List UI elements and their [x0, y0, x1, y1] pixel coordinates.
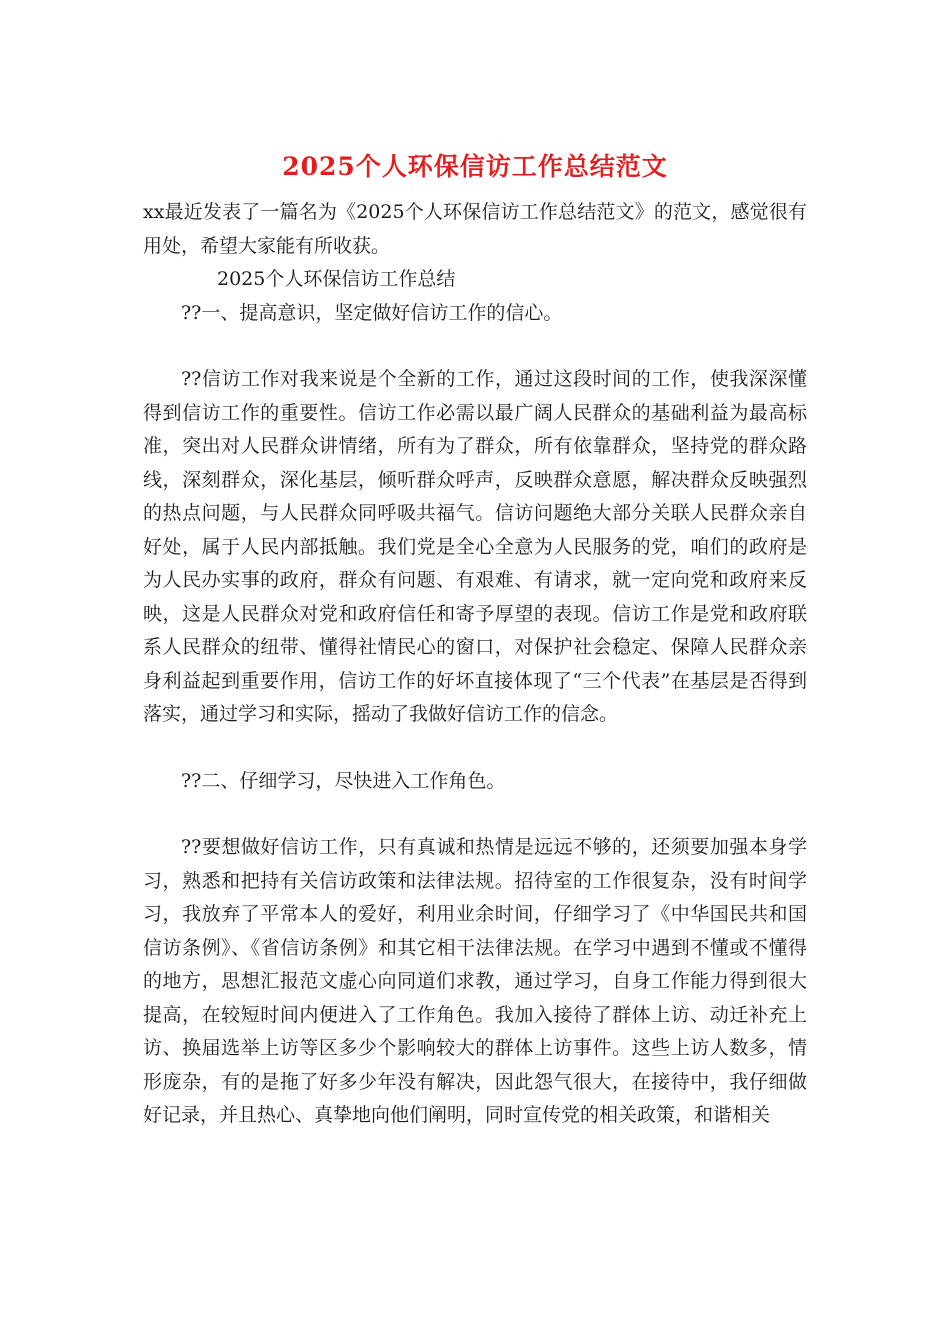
intro-paragraph: xx最近发表了一篇名为《2025个人环保信访工作总结范文》的范文，感觉很有用处，希望大家能有所收获。: [143, 201, 807, 257]
spacer: [143, 732, 807, 765]
section-2-body: ??要想做好信访工作，只有真诚和热情是远远不够的，还须要加强本身学习，熟悉和把持有关信访政策和法律法规。招待室的工作很复杂，没有时间学习，我放弃了平常本人的爱好，利用业余时间，仔细学习了《中华国民共和国信访条例》、《省信访条例》和其它相干法律法规。在学习中遇到不懂或不懂得的地方，思想汇报范文虚心向同道们求教，通过学习，自身工作能力得到很大提高，在较短时间内便进入了工作角色。我加入接待了群体上访、动迁补充上访、换届选举上访等区多少个影响较大的群体上访事件。这些上访人数多，情形庞杂，有的是拖了好多少年没有解决，因此怨气很大，在接待中，我仔细做好记录，并且热心、真挚地向他们阐明，同时宣传党的相关政策，和谐相关: [143, 836, 807, 1126]
section-2-heading: ??二、仔细学习，尽快进入工作角色。: [181, 769, 506, 792]
section-1-heading: ??一、提高意识，坚定做好信访工作的信心。: [181, 301, 563, 324]
document-body: [143, 196, 807, 1133]
spacer: [143, 798, 807, 831]
document-title: 2025个人环保信访工作总结范文: [282, 152, 668, 181]
spacer: [143, 330, 807, 363]
sub-title: 2025个人环保信访工作总结: [217, 268, 456, 290]
section-1-body: ??信访工作对我来说是个全新的工作，通过这段时间的工作，使我深深懂得到信访工作的重要性。信访工作必需以最广阔人民群众的基础利益为最高标准，突出对人民群众讲情绪，所有为了群众，所有依靠群众，坚持党的群众路线，深刻群众，深化基层，倾听群众呼声，反映群众意愿，解决群众反映强烈的热点问题，与人民群众同呼吸共福气。信访问题绝大部分关联人民群众亲自好处，属于人民内部抵触。我们党是全心全意为人民服务的党，咱们的政府是为人民办实事的政府，群众有问题、有艰难、有请求，就一定向党和政府来反映，这是人民群众对党和政府信任和寄予厚望的表现。信访工作是党和政府联系人民群众的纽带、懂得社情民心的窗口，对保护社会稳定、保障人民群众亲身利益起到重要作用，信访工作的好坏直接体现了“三个代表”在基层是否得到落实，通过学习和实际，摇动了我做好信访工作的信念。: [143, 368, 807, 725]
